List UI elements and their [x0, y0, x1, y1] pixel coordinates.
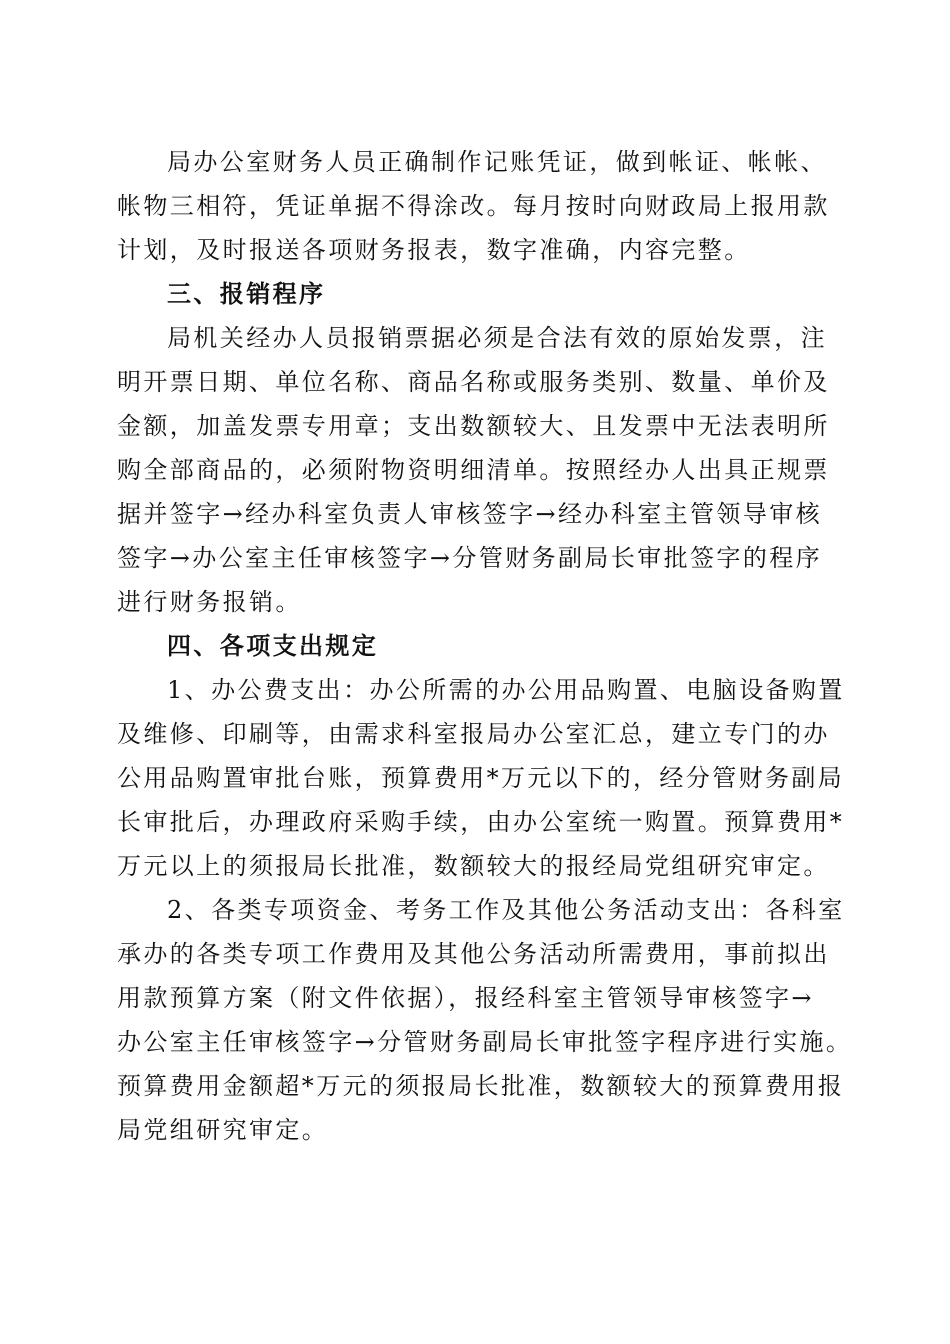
section-heading-reimbursement-procedure — [117, 272, 833, 316]
document-body — [117, 140, 853, 1152]
text-line: 公用品购置审批台账，预算费用*万元以下的，经分管财务副局 — [117, 764, 845, 792]
text-line: 万元以上的须报局长批准，数额较大的报经局党组研究审定。 — [117, 852, 830, 880]
text-line: 承办的各类专项工作费用及其他公务活动所需费用，事前拟出 — [117, 940, 830, 968]
text-line: 计划，及时报送各项财务报表，数字准确，内容完整。 — [117, 236, 751, 264]
section-heading-expenditure-rules — [117, 624, 833, 668]
heading-text: 三、报销程序 — [167, 280, 326, 308]
heading-text: 四、各项支出规定 — [167, 632, 379, 660]
paragraph-reimbursement-rules — [117, 316, 833, 624]
paragraph-office-expenses — [117, 668, 845, 888]
text-line: 购全部商品的，必须附物资明细清单。按照经办人出具正规票 — [117, 456, 830, 484]
text-line: 局办公室财务人员正确制作记账凭证，做到帐证、帐帐、 — [167, 148, 827, 176]
text-line: 明开票日期、单位名称、商品名称或服务类别、数量、单价及 — [117, 368, 830, 396]
text-line: 帐物三相符，凭证单据不得涂改。每月按时向财政局上报用款 — [117, 192, 830, 220]
text-line: 1、办公费支出：办公所需的办公用品购置、电脑设备购置 — [167, 676, 845, 704]
paragraph-special-funds — [117, 888, 853, 1152]
text-line: 及维修、印刷等，由需求科室报局办公室汇总，建立专门的办 — [117, 720, 830, 748]
text-line: 用款预算方案（附文件依据），报经科室主管领导审核签字→ — [117, 984, 814, 1012]
text-line: 局党组研究审定。 — [117, 1116, 329, 1144]
text-line: 局机关经办人员报销票据必须是合法有效的原始发票，注 — [167, 324, 827, 352]
text-line: 金额，加盖发票专用章；支出数额较大、且发票中无法表明所 — [117, 412, 830, 440]
text-line: 签字→办公室主任审核签字→分管财务副局长审批签字的程序 — [117, 544, 823, 572]
text-line: 预算费用金额超*万元的须报局长批准，数额较大的预算费用报 — [117, 1072, 845, 1100]
paragraph-finance-vouchers — [117, 140, 833, 272]
text-line: 2、各类专项资金、考务工作及其他公务活动支出：各科室 — [167, 896, 845, 924]
text-line: 长审批后，办理政府采购手续，由办公室统一购置。预算费用* — [117, 808, 845, 836]
text-line: 据并签字→经办科室负责人审核签字→经办科室主管领导审核 — [117, 500, 823, 528]
text-line: 办公室主任审核签字→分管财务副局长审批签字程序进行实施。 — [117, 1028, 853, 1056]
text-line: 进行财务报销。 — [117, 588, 302, 616]
